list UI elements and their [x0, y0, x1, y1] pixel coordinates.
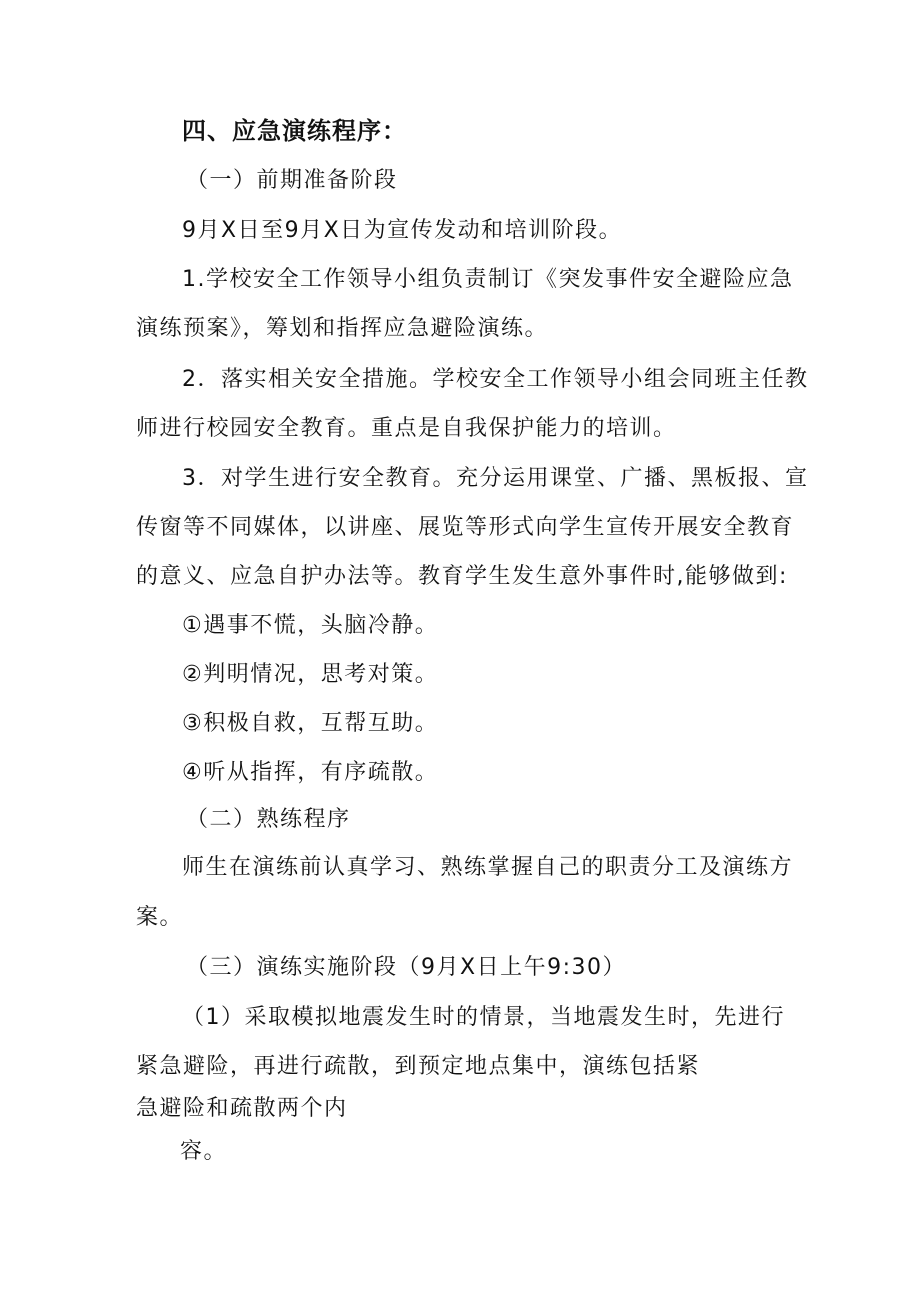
list-item: ②判明情况，思考对策。: [182, 662, 439, 687]
paragraph-line: 急避险和疏散两个内: [136, 1096, 348, 1121]
subsection-title: （一）前期准备阶段: [186, 168, 398, 193]
paragraph-line: 案。: [136, 905, 184, 930]
section-heading: 四、应急演练程序：: [182, 117, 407, 145]
list-item: ①遇事不慌，头脑冷静。: [182, 613, 439, 638]
paragraph-line: 1.学校安全工作领导小组负责制订《突发事件安全避险应急: [182, 267, 794, 292]
subsection-title: （二）熟练程序: [186, 807, 351, 832]
subsection-title: （三）演练实施阶段（9月X日上午9:30）: [186, 955, 626, 980]
paragraph-line: 传窗等不同媒体，以讲座、展览等形式向学生宣传开展安全教育: [136, 515, 795, 540]
paragraph-line: 师生在演练前认真学习、熟练掌握自己的职责分工及演练方: [182, 855, 794, 880]
paragraph-line: 紧急避险，再进行疏散，到预定地点集中，演练包括紧: [136, 1054, 701, 1079]
paragraph-line: 演练预案》，筹划和指挥应急避险演练。: [136, 316, 549, 341]
paragraph-line: 2．落实相关安全措施。学校安全工作领导小组会同班主任教: [182, 367, 809, 392]
paragraph-line: 师进行校园安全教育。重点是自我保护能力的培训。: [136, 416, 677, 441]
paragraph-line: （1）采取模拟地震发生时的情景，当地震发生时，先进行: [182, 1005, 785, 1030]
paragraph-line: 容。: [180, 1139, 228, 1164]
paragraph-line: 9月X日至9月X日为宣传发动和培训阶段。: [182, 218, 623, 243]
paragraph-line: 的意义、应急自护办法等。教育学生发生意外事件时,能够做到:: [136, 564, 788, 589]
list-item: ④听从指挥，有序疏散。: [182, 760, 439, 785]
paragraph-line: 3．对学生进行安全教育。充分运用课堂、广播、黑板报、宣: [182, 466, 809, 491]
list-item: ③积极自救，互帮互助。: [182, 711, 439, 736]
